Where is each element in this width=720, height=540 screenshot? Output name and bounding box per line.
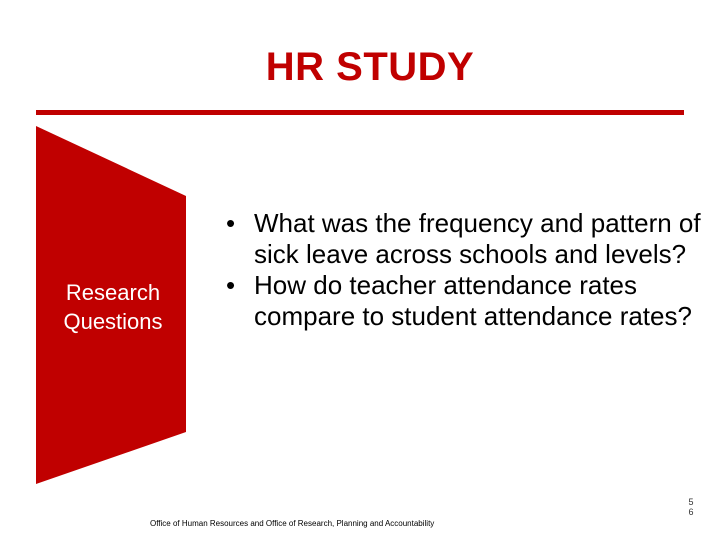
bullet-text: How do teacher attendance rates compare to student attendance rates? [254, 270, 692, 331]
bullet-icon: • [226, 270, 236, 300]
footer-text: Office of Human Resources and Office of Research, Planning and Accountability [150, 519, 435, 528]
bullet-item [222, 270, 712, 332]
page-number [686, 497, 696, 517]
side-label [40, 278, 186, 336]
page-number-line2: 6 [688, 507, 694, 517]
bullet-icon: • [226, 208, 236, 238]
side-label-line1: Research [65, 280, 161, 305]
side-label-line2: Questions [63, 309, 163, 334]
bullet-item [222, 208, 712, 270]
bullet-list [222, 208, 712, 332]
slide-title: HR STUDY [265, 45, 475, 89]
page-number-line1: 5 [688, 497, 694, 507]
bullet-text: What was the frequency and pattern of sick leave across schools and levels? [254, 208, 701, 269]
